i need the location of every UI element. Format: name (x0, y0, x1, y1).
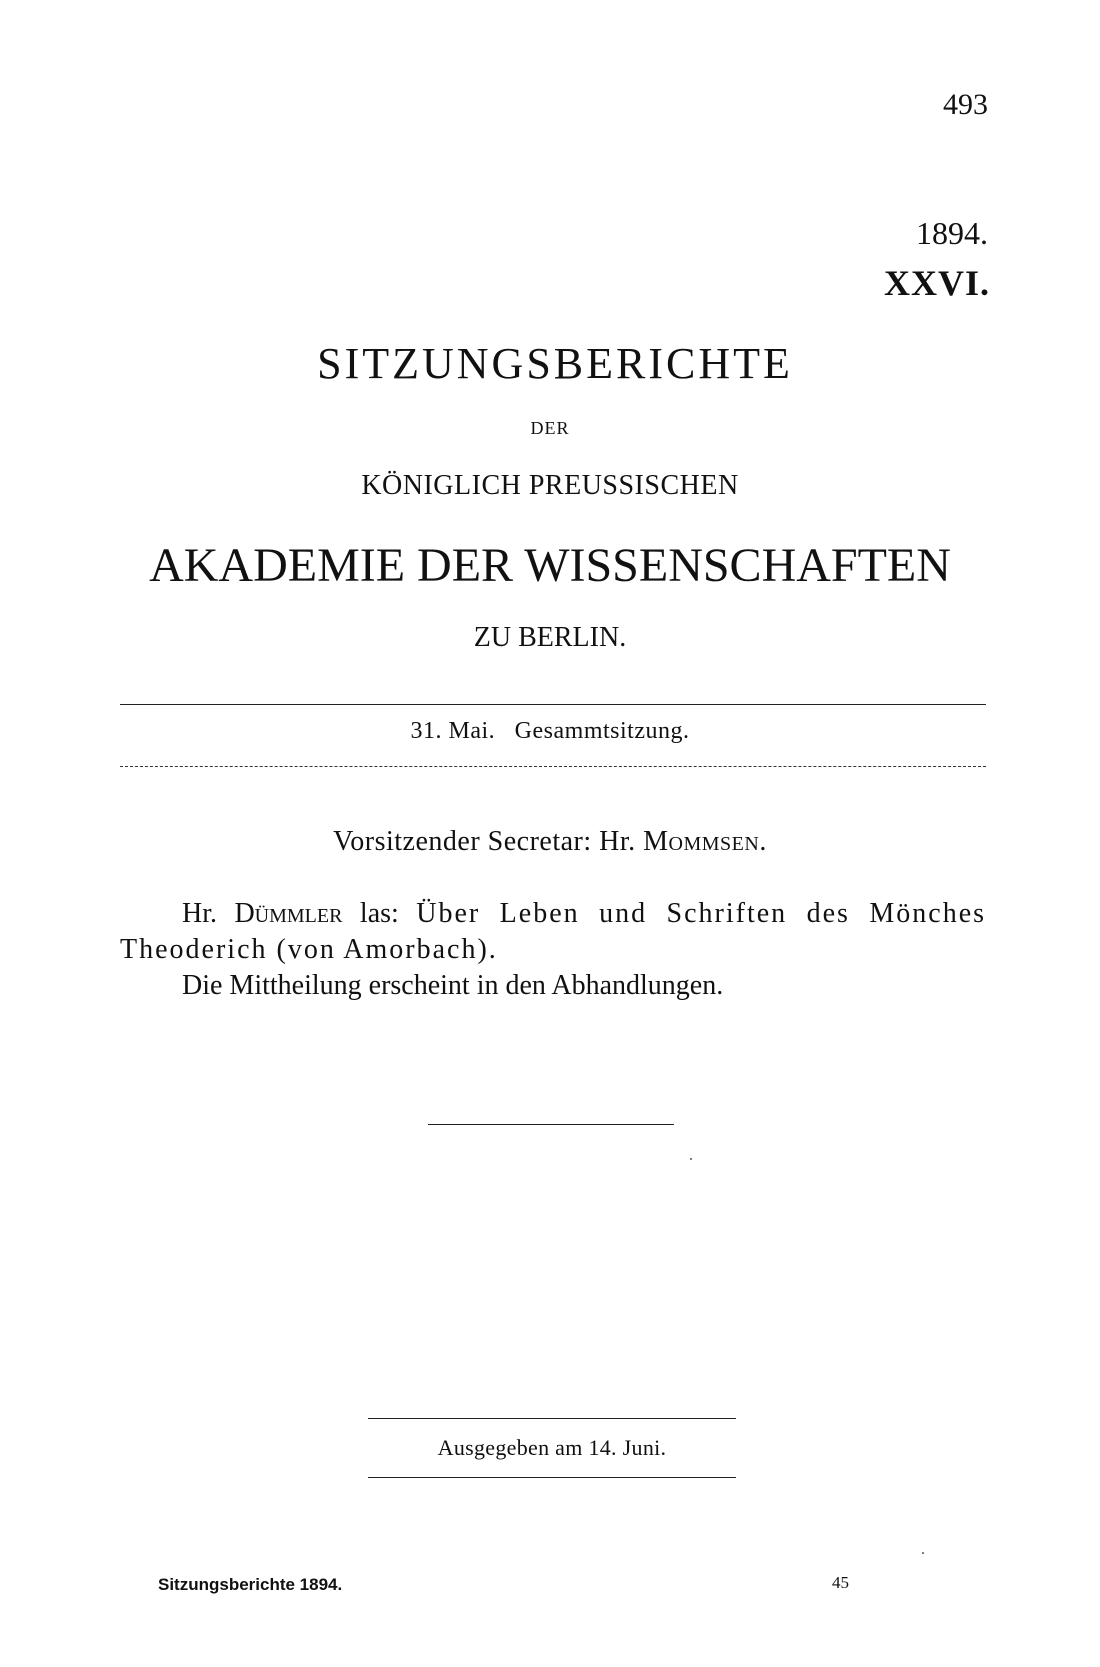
session-line (0, 718, 1100, 745)
body-paragraph-line1 (120, 896, 986, 932)
speaker-name: Dümmler (234, 898, 343, 929)
session-type: Gesammtsitzung. (514, 718, 690, 744)
volume-year: 1894. (916, 215, 988, 251)
issued-date: Ausgegeben am 14. Juni. (437, 1435, 667, 1460)
title-academy-line: KÖNIGLICH PREUSSISCHEN (361, 470, 739, 501)
lecture-title-line2: Theoderich (von Amorbach). (120, 934, 498, 965)
body-paragraph-line2 (120, 932, 498, 968)
publication-title: SITZUNGSBERICHTE (317, 339, 793, 388)
issue-number: XXVI. (883, 263, 990, 303)
title-der: DER (530, 418, 570, 438)
footer-signature-right: 45 (832, 1573, 849, 1592)
title-akademie-line: AKADEMIE DER WISSENSCHAFTEN (149, 539, 951, 592)
short-divider (428, 1124, 674, 1125)
speck (690, 1158, 692, 1160)
issued-rule-top (368, 1418, 736, 1419)
session-date: 31. Mai. (410, 718, 496, 744)
chair-line (0, 826, 1100, 858)
divider-top (120, 704, 986, 705)
speaker-verb: las: (359, 898, 399, 929)
speaker-prefix: Hr. (182, 898, 217, 929)
footer-signature-left: Sitzungsberichte 1894. (158, 1575, 343, 1594)
page-number: 493 (943, 88, 988, 121)
speck (922, 1552, 924, 1554)
publication-note: Die Mittheilung erscheint in den Abhandlungen. (182, 970, 724, 1001)
chair-prefix: Vorsitzender Secretar: Hr. (333, 826, 636, 857)
chair-name: Mommsen. (643, 826, 767, 857)
divider-bottom (120, 766, 986, 767)
issued-rule-bottom (368, 1477, 736, 1478)
title-place: ZU BERLIN. (473, 622, 627, 653)
lecture-title-line1: Über Leben und Schriften des Mönches (416, 898, 987, 929)
